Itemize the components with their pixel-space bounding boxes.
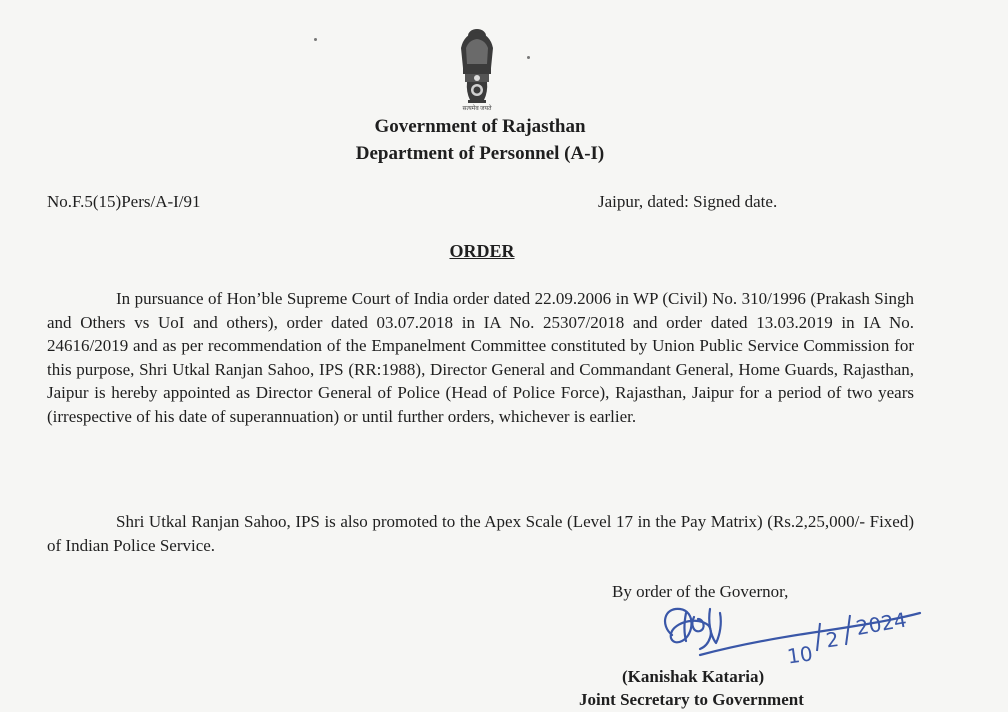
order-paragraph-promotion: Shri Utkal Ranjan Sahoo, IPS is also promoted to the Apex Scale (Level 17 in the Pay Matrix) (Rs.2,25,000/- Fixed) of Indian Police Service. bbox=[47, 512, 914, 555]
svg-text:10: 10 bbox=[785, 641, 815, 669]
government-heading: Government of Rajasthan bbox=[374, 116, 586, 137]
order-title: ORDER bbox=[449, 241, 515, 261]
scan-speck bbox=[527, 56, 530, 59]
order-date-line: Jaipur, dated: Signed date. bbox=[598, 192, 778, 211]
signatory-name: (Kanishak Kataria) bbox=[622, 667, 765, 686]
by-order-line: By order of the Governor, bbox=[612, 582, 789, 601]
order-reference-number: No.F.5(15)Pers/A-I/91 bbox=[47, 192, 201, 211]
order-paragraph-appointment: In pursuance of Hon’ble Supreme Court of India order dated 22.09.2006 in WP (Civil) No. 310/1996 (Prakash Singh and Others vs UoI and others), order dated 03.07.2018 in IA No. 25307/2018 and order dated 13.03.2019 in IA No. 24616/2019 and as per recommendation of the Empanelment Committee constituted by Union Public Service Commission for this purpose, Shri Utkal Ranjan Sahoo, IPS (RR:1988), Director General and Commandant General, Home Guards, Rajasthan, Jaipur is hereby appointed as Director General of Police (Head of Police Force), Rajasthan, Jaipur for a period of two years (irrespective of his date of superannuation) or until further orders, whichever is earlier. bbox=[47, 289, 914, 426]
emblem-motto: सत्यमेव जयते bbox=[462, 106, 492, 112]
department-heading: Department of Personnel (A-I) bbox=[355, 143, 605, 164]
state-emblem-icon bbox=[447, 26, 507, 114]
signatory-designation: Joint Secretary to Government bbox=[579, 690, 804, 709]
handwritten-signature bbox=[650, 595, 930, 675]
scan-speck bbox=[314, 38, 317, 41]
svg-text:2: 2 bbox=[824, 626, 841, 653]
svg-text:2024: 2024 bbox=[854, 607, 909, 641]
